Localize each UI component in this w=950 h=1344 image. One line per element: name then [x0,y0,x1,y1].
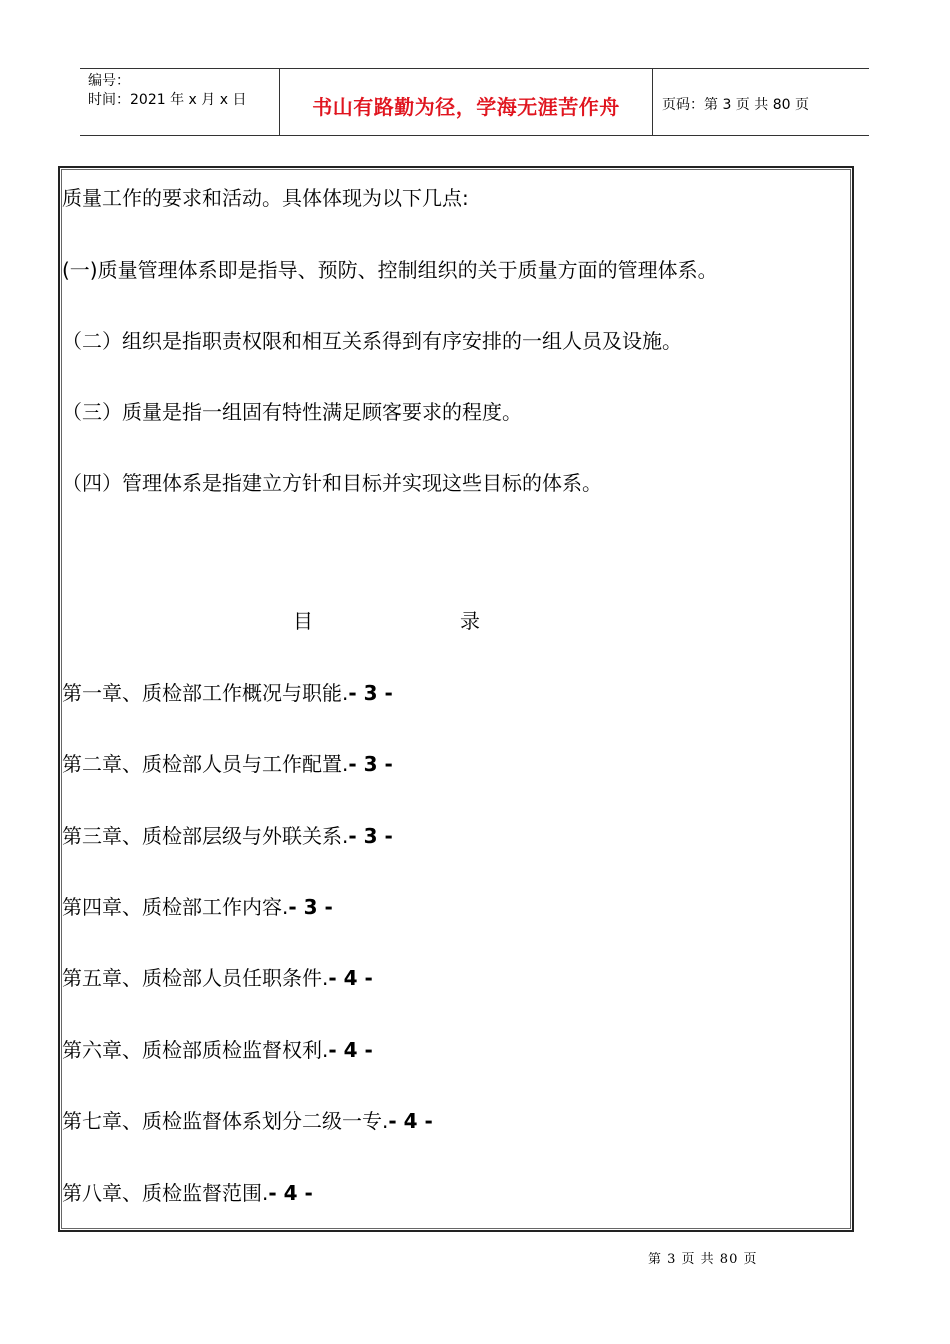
date-label: 时间：2021 年 x 月 x 日 [88,92,247,108]
page-footer: 第 3 页 共 80 页 [648,1252,758,1267]
toc-entry-page: - 4 - [268,1181,313,1205]
toc-entry-page: - 4 - [328,966,373,990]
header-motto-cell [280,69,653,135]
toc-entry-page: - 4 - [388,1109,433,1133]
paragraph-item-2: （二）组织是指职责权限和相互关系得到有序安排的一组人员及设施。 [62,329,682,353]
toc-entry-text: 第七章、质检监督体系划分二级一专. [62,1109,389,1133]
page-header [80,68,869,136]
number-label: 编号： [88,73,130,89]
toc-entry-text: 第三章、质检部层级与外联关系. [62,824,349,848]
paragraph-item-1: (一)质量管理体系即是指导、预防、控制组织的关于质量方面的管理体系。 [62,258,718,282]
header-page-info: 页码：第 3 页 共 80 页 [662,97,809,113]
header-meta [80,69,280,135]
toc-entry[interactable] [62,1177,313,1206]
paragraph-item-4: （四）管理体系是指建立方针和目标并实现这些目标的体系。 [62,471,602,495]
toc-entry[interactable] [62,1105,433,1134]
paragraph-intro: 质量工作的要求和活动。具体体现为以下几点: [62,186,469,210]
toc-entry[interactable] [62,677,393,706]
toc-entry-text: 第五章、质检部人员任职条件. [62,966,329,990]
toc-entry[interactable] [62,962,373,991]
toc-entry-text: 第四章、质检部工作内容. [62,895,289,919]
motto: 书山有路勤为径，学海无涯苦作舟 [312,95,620,119]
toc-entry-page: - 4 - [328,1038,373,1062]
toc-entry[interactable] [62,748,393,777]
toc-entry[interactable] [62,1034,373,1063]
paragraph-item-3: （三）质量是指一组固有特性满足顾客要求的程度。 [62,400,522,424]
toc-entry[interactable] [62,891,333,920]
toc-entry-text: 第一章、质检部工作概况与职能. [62,681,349,705]
toc-entry-text: 第八章、质检监督范围. [62,1181,269,1205]
toc-entry-page: - 3 - [348,752,393,776]
toc-title-left: 目 [293,609,313,633]
toc-entry-page: - 3 - [288,895,333,919]
toc-entry-page: - 3 - [348,681,393,705]
toc-entry-text: 第六章、质检部质检监督权利. [62,1038,329,1062]
toc-entry-text: 第二章、质检部人员与工作配置. [62,752,349,776]
toc-title-right: 录 [460,609,480,633]
toc-entry-page: - 3 - [348,824,393,848]
toc-entry[interactable] [62,820,393,849]
